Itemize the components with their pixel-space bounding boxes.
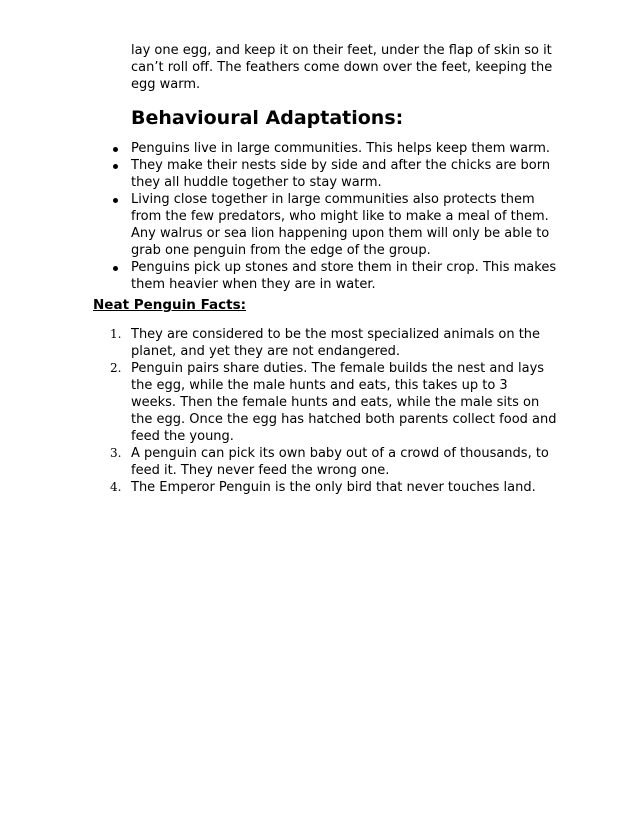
text-line: from the few predators, who might like to make a meal of them. [131,209,549,224]
fact-item [0,445,638,479]
list-number: 3. [110,446,122,460]
bullet-icon [113,147,118,152]
bullet-item [0,157,638,191]
text-line: Penguin pairs share duties. The female builds the nest and lays [131,361,545,376]
bullet-icon [113,266,118,271]
text-line: Any walrus or sea lion happening upon them will only be able to [131,226,550,241]
text-line: Living close together in large communities also protects them [131,192,535,207]
bullet-item [0,259,638,293]
bullet-icon [113,198,118,203]
text-line: They are considered to be the most specialized animals on the [131,327,541,342]
bullet-icon [113,164,118,169]
neat-penguin-facts-heading: Neat Penguin Facts: [93,297,247,313]
text-line: feed the young. [131,429,234,444]
text-line: the egg. Once the egg has hatched both parents collect food and [131,412,557,427]
text-line: grab one penguin from the edge of the group. [131,243,431,258]
list-number: 2. [110,361,122,375]
fact-item [0,360,638,445]
behavioural-adaptations-heading: Behavioural Adaptations: [131,107,404,129]
text-line: Penguins live in large communities. This helps keep them warm. [131,141,551,156]
text-line: they all huddle together to stay warm. [131,175,382,190]
fact-item [0,326,638,360]
behavioural-bullet-list [0,140,638,293]
text-line: can’t roll off. The feathers come down over the feet, keeping the [131,60,553,75]
text-line: the egg, while the male hunts and eats, this takes up to 3 [131,378,508,393]
text-line: feed it. They never feed the wrong one. [131,463,390,478]
fact-item [0,479,638,496]
text-line: Penguins pick up stones and store them in their crop. This makes [131,260,557,275]
text-line: A penguin can pick its own baby out of a crowd of thousands, to [131,446,549,461]
bullet-item [0,140,638,157]
text-line: weeks. Then the female hunts and eats, while the male sits on [131,395,540,410]
list-number: 1. [110,327,122,341]
text-line: They make their nests side by side and after the chicks are born [131,158,551,173]
bullet-item [0,191,638,259]
text-line: planet, and yet they are not endangered. [131,344,401,359]
text-line: lay one egg, and keep it on their feet, under the flap of skin so it [131,43,552,58]
text-line: The Emperor Penguin is the only bird that never touches land. [131,480,536,495]
intro-paragraph [131,42,561,93]
text-line: egg warm. [131,77,201,92]
facts-numbered-list [0,326,638,496]
list-number: 4. [110,480,122,494]
text-line: them heavier when they are in water. [131,277,376,292]
